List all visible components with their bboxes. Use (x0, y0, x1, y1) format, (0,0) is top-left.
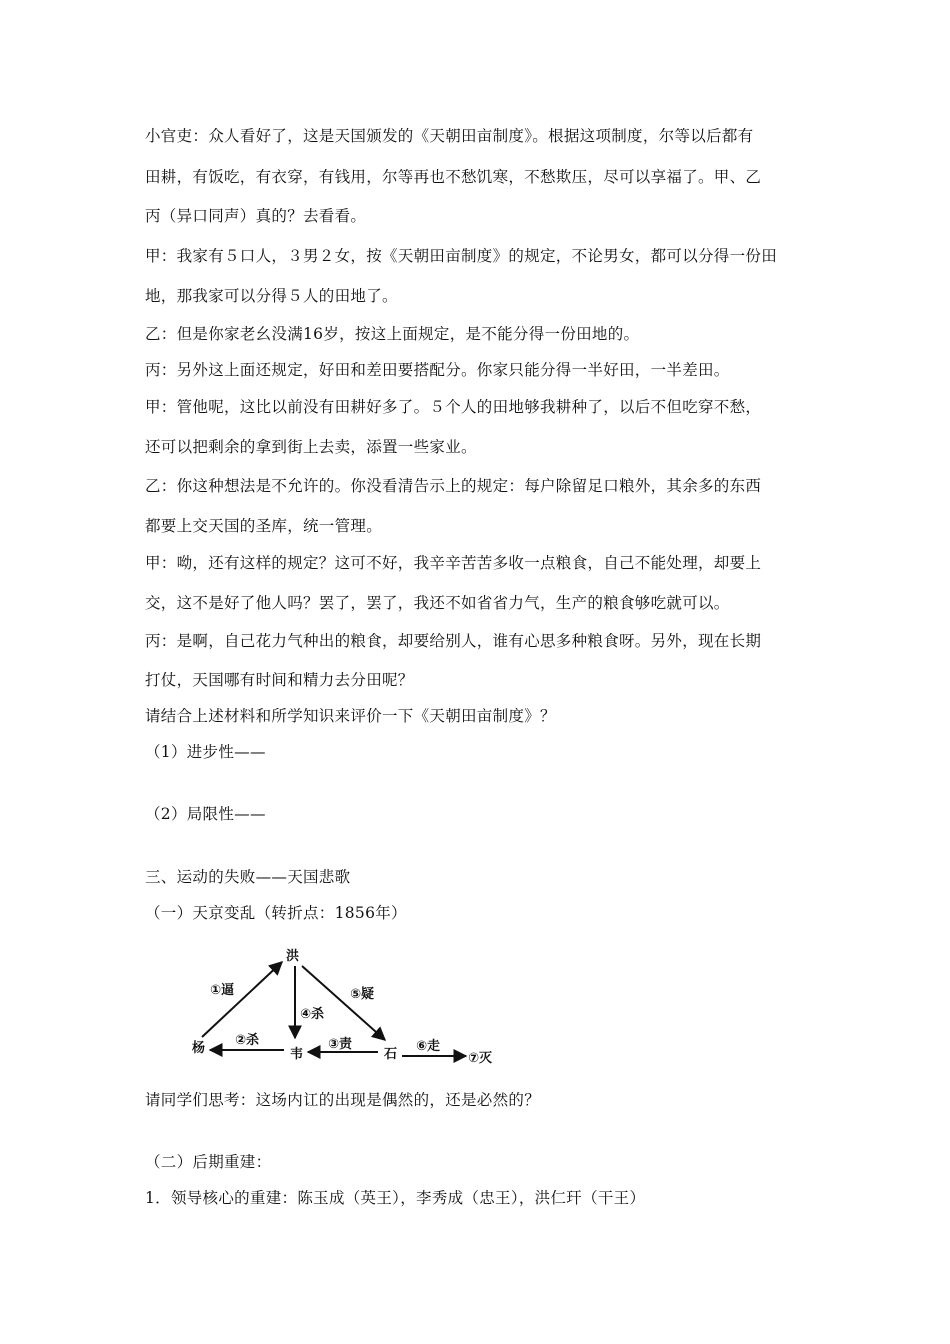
text-line-11: 都要上交天国的圣库，统一管理。 (145, 517, 383, 535)
node-wei: 韦 (290, 1047, 304, 1062)
text-line-8: 甲：管他呢，这比以前没有田耕好多了。５个人的田地够我耕种了，以后不但吃穿不愁， (145, 398, 762, 416)
edge-3-label: ③责 (328, 1037, 353, 1052)
tianjing-incident-diagram (180, 942, 520, 1072)
answer-progressiveness: （1）进步性—— (145, 743, 266, 761)
question-prompt: 请结合上述材料和所学知识来评价一下《天朝田亩制度》？ (145, 707, 556, 725)
edge-5-label: ⑤疑 (350, 987, 375, 1002)
edge-5-arrow (302, 966, 385, 1040)
section-heading-3: 三、运动的失败——天国悲歌 (145, 868, 351, 886)
edge-2-label: ②杀 (235, 1033, 260, 1048)
edge-6-label: ⑥走 (416, 1039, 441, 1054)
text-line-15: 打仗，天国哪有时间和精力去分田呢？ (145, 671, 414, 689)
answer-limitation: （2）局限性—— (145, 805, 266, 823)
text-line-12: 甲：呦，还有这样的规定？这可不好，我辛辛苦苦多收一点粮食，自己不能处理，却要上 (145, 554, 762, 572)
subsection-later-rebuild: （二）后期重建： (145, 1153, 272, 1171)
text-line-14: 丙：是啊，自己花力气种出的粮食，却要给别人，谁有心思多种粮食呀。另外，现在长期 (145, 632, 762, 650)
edge-1-label: ①逼 (210, 983, 235, 998)
leadership-rebuild-item: 1．领导核心的重建：陈玉成（英王），李秀成（忠王），洪仁玕（干王） (145, 1189, 646, 1207)
diagram-svg (180, 942, 520, 1072)
edge-1-arrow (202, 962, 282, 1037)
node-end: ⑦灭 (468, 1051, 493, 1066)
text-line-9: 还可以把剩余的拿到街上去卖，添置一些家业。 (145, 438, 477, 456)
text-line-1: 小官吏：众人看好了，这是天国颁发的《天朝田亩制度》。根据这项制度，尔等以后都有 (145, 127, 754, 145)
node-shi: 石 (384, 1047, 398, 1062)
text-line-10: 乙：你这种想法是不允许的。你没看清告示上的规定：每户除留足口粮外，其余多的东西 (145, 477, 762, 495)
subsection-tianjing-incident: （一）天京变乱（转折点：1856年） (145, 904, 407, 922)
text-line-4: 甲：我家有５口人，３男２女，按《天朝田亩制度》的规定，不论男女，都可以分得一份田 (145, 247, 778, 265)
text-line-13: 交，这不是好了他人吗？罢了，罢了，我还不如省省力气，生产的粮食够吃就可以。 (145, 594, 730, 612)
think-question: 请同学们思考：这场内讧的出现是偶然的，还是必然的？ (145, 1091, 541, 1109)
text-line-7: 丙：另外这上面还规定，好田和差田要搭配分。你家只能分得一半好田，一半差田。 (145, 361, 730, 379)
node-yang: 杨 (192, 1041, 206, 1056)
node-hong: 洪 (286, 949, 300, 964)
text-line-6: 乙：但是你家老幺没满16岁，按这上面规定，是不能分得一份田地的。 (145, 325, 640, 343)
text-line-5: 地，那我家可以分得５人的田地了。 (145, 287, 398, 305)
text-line-2: 田耕，有饭吃，有衣穿，有钱用，尔等再也不愁饥寒，不愁欺压，尽可以享福了。甲、乙 (145, 168, 762, 186)
text-line-3: 丙（异口同声）真的？去看看。 (145, 207, 367, 225)
edge-4-label: ④杀 (300, 1007, 325, 1022)
